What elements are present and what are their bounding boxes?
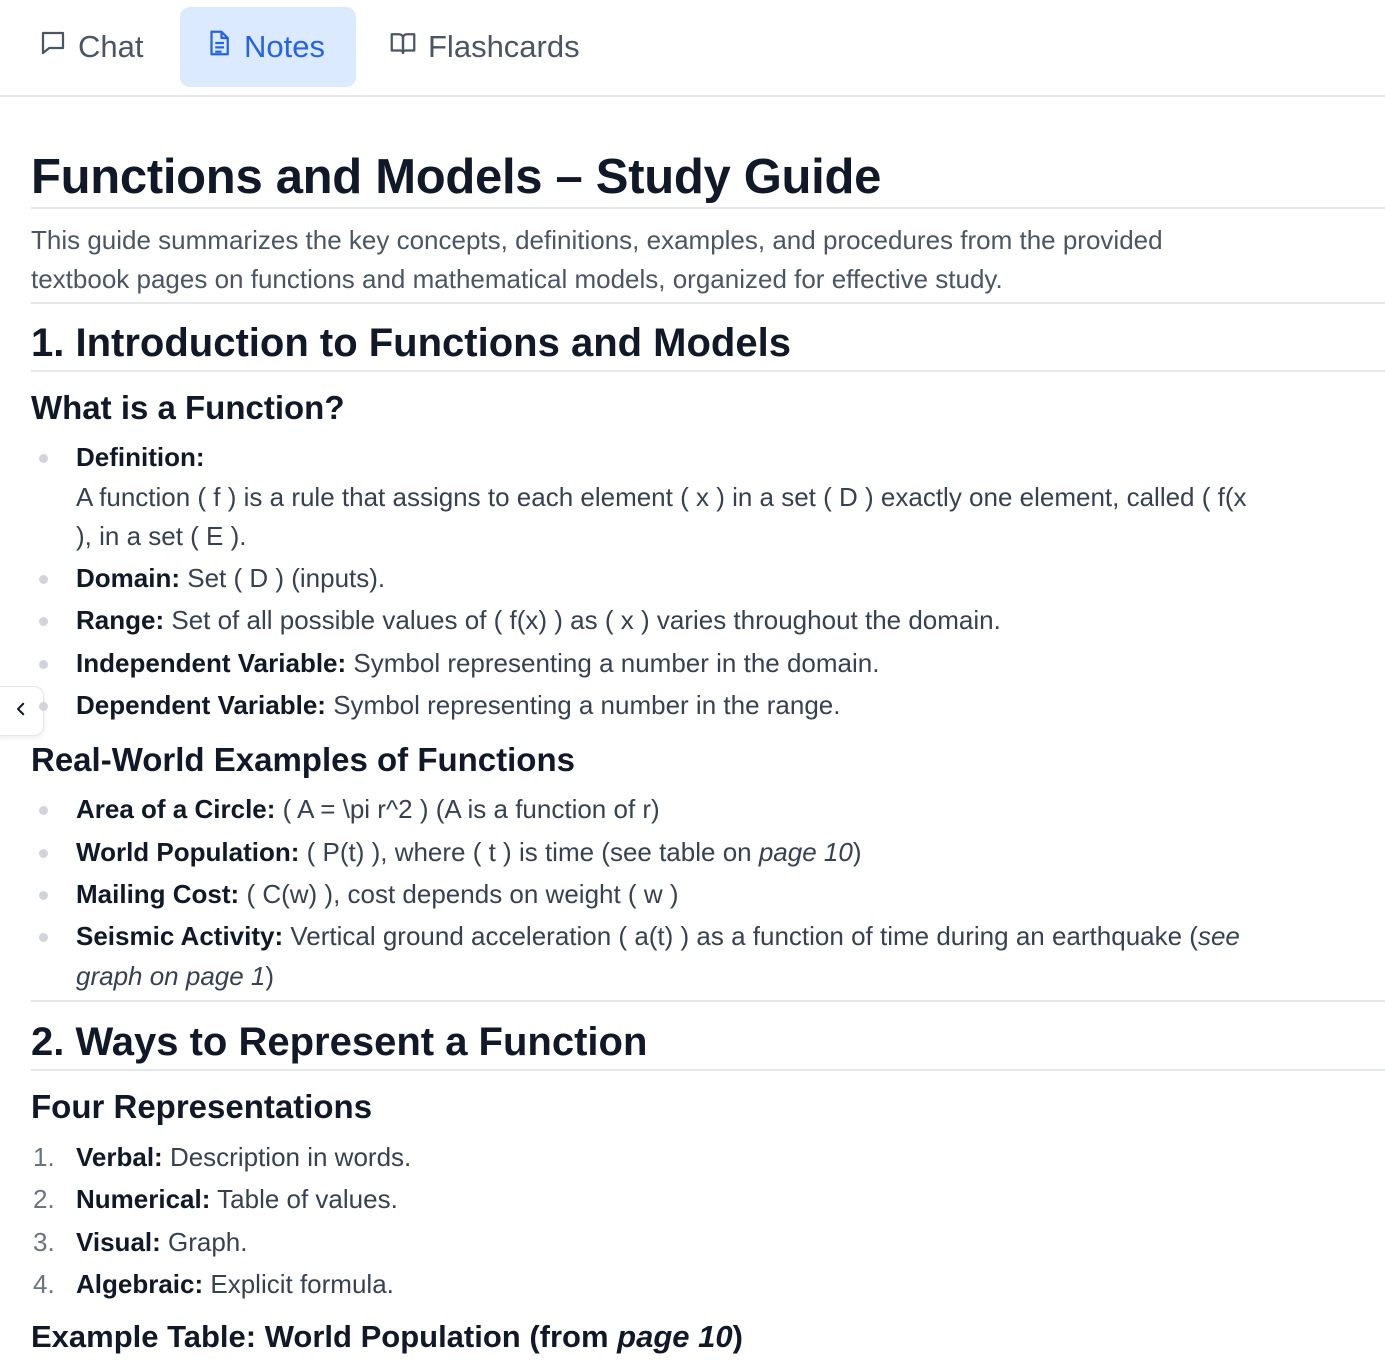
list-item-algebraic [76, 1269, 394, 1300]
section-divider [31, 1000, 1385, 1002]
subsection-heading [31, 1319, 743, 1355]
section-divider [31, 1069, 1385, 1071]
item-text: Vertical ground acceleration ( a(t) ) as a function of time during an earthquake ( [283, 921, 1198, 951]
book-open-icon [388, 28, 418, 66]
item-text: Symbol representing a number in the range. [325, 690, 841, 720]
intro-divider [31, 302, 1385, 304]
tab-bar [0, 0, 1385, 97]
list-item-visual [76, 1227, 248, 1258]
item-text: Explicit formula. [203, 1269, 394, 1299]
page-reference: see [1197, 921, 1240, 951]
tab-flashcards[interactable] [364, 7, 604, 87]
item-text: ) [852, 837, 862, 867]
bullet [39, 702, 48, 711]
list-number: 1. [33, 1142, 55, 1172]
tab-chat-label: Chat [78, 29, 144, 64]
item-label: Numerical: [76, 1184, 211, 1214]
chat-bubble-icon [38, 28, 68, 66]
title-divider [31, 207, 1385, 209]
item-text: Symbol representing a number in the domain. [346, 648, 880, 678]
list-number: 2. [33, 1184, 55, 1214]
list-item-independent-variable [76, 648, 879, 679]
list-item-world-population [76, 837, 862, 868]
bullet [39, 575, 48, 584]
list-item-dependent-variable [76, 690, 840, 721]
item-text: ) [265, 961, 275, 991]
item-text: Set ( D ) (inputs). [180, 563, 386, 593]
section-heading: 1. Introduction to Functions and Models [31, 321, 791, 365]
bullet [39, 806, 48, 815]
bullet [39, 933, 48, 942]
item-text: ( A = \pi r^2 ) (A is a function of r) [275, 794, 660, 824]
definition-text-line: A function ( f ) is a rule that assigns to each element ( x ) in a set ( D ) exactly one element, called ( f(x [76, 482, 1247, 512]
seismic-text-line [76, 961, 274, 992]
item-label: Definition: [76, 442, 205, 472]
bullet [39, 660, 48, 669]
item-text: Description in words. [162, 1142, 412, 1172]
list-item-verbal [76, 1142, 411, 1173]
item-text: Table of values. [210, 1184, 398, 1214]
item-label: Mailing Cost: [76, 879, 240, 909]
heading-text: Example Table: World Population (from [31, 1319, 618, 1354]
page-reference: graph on page 1 [76, 961, 266, 991]
item-label: Area of a Circle: [76, 794, 276, 824]
intro-line: textbook pages on functions and mathematical models, organized for effective study. [31, 264, 1003, 294]
item-text: ( C(w) ), cost depends on weight ( w ) [239, 879, 679, 909]
bullet [39, 617, 48, 626]
section-divider [31, 370, 1385, 372]
item-label: Algebraic: [76, 1269, 204, 1299]
item-text: Set of all possible values of ( f(x) ) as ( x ) varies throughout the domain. [164, 605, 1001, 635]
chevron-left-icon [12, 700, 30, 723]
list-number: 3. [33, 1227, 55, 1257]
section-heading: 2. Ways to Represent a Function [31, 1020, 648, 1064]
list-item-seismic-activity [76, 921, 1240, 952]
list-item-definition [76, 442, 205, 473]
subsection-heading: Real-World Examples of Functions [31, 741, 575, 778]
subsection-heading: What is a Function? [31, 389, 345, 426]
item-text: ( P(t) ), where ( t ) is time (see table on [299, 837, 759, 867]
list-item-numerical [76, 1184, 398, 1215]
heading-text: ) [732, 1319, 743, 1354]
page-title: Functions and Models – Study Guide [31, 150, 882, 204]
document-icon [204, 28, 234, 66]
intro-line: This guide summarizes the key concepts, definitions, examples, and procedures from the provided [31, 225, 1163, 255]
list-item-mailing-cost [76, 879, 678, 910]
item-label: Visual: [76, 1227, 161, 1257]
bullet [39, 454, 48, 463]
page-reference: page 10 [617, 1319, 733, 1354]
subsection-heading: Four Representations [31, 1088, 373, 1125]
list-item-domain [76, 563, 385, 594]
tab-flashcards-label: Flashcards [428, 29, 580, 64]
item-label: World Population: [76, 837, 300, 867]
bullet [39, 891, 48, 900]
item-label: Verbal: [76, 1142, 163, 1172]
bullet [39, 849, 48, 858]
list-number: 4. [33, 1269, 55, 1299]
tab-notes[interactable] [180, 7, 356, 87]
item-label: Domain: [76, 563, 180, 593]
item-label: Dependent Variable: [76, 690, 326, 720]
item-label: Range: [76, 605, 165, 635]
list-item-area-of-circle [76, 794, 660, 825]
item-label: Independent Variable: [76, 648, 347, 678]
tab-chat[interactable] [14, 7, 167, 87]
intro-paragraph [31, 221, 1331, 299]
item-text: Graph. [160, 1227, 248, 1257]
definition-text-line: ), in a set ( E ). [76, 521, 247, 551]
page-reference: page 10 [758, 837, 853, 867]
item-label: Seismic Activity: [76, 921, 284, 951]
list-item-range [76, 605, 1001, 636]
collapse-sidebar-button[interactable] [0, 686, 44, 736]
tab-notes-label: Notes [244, 29, 325, 64]
